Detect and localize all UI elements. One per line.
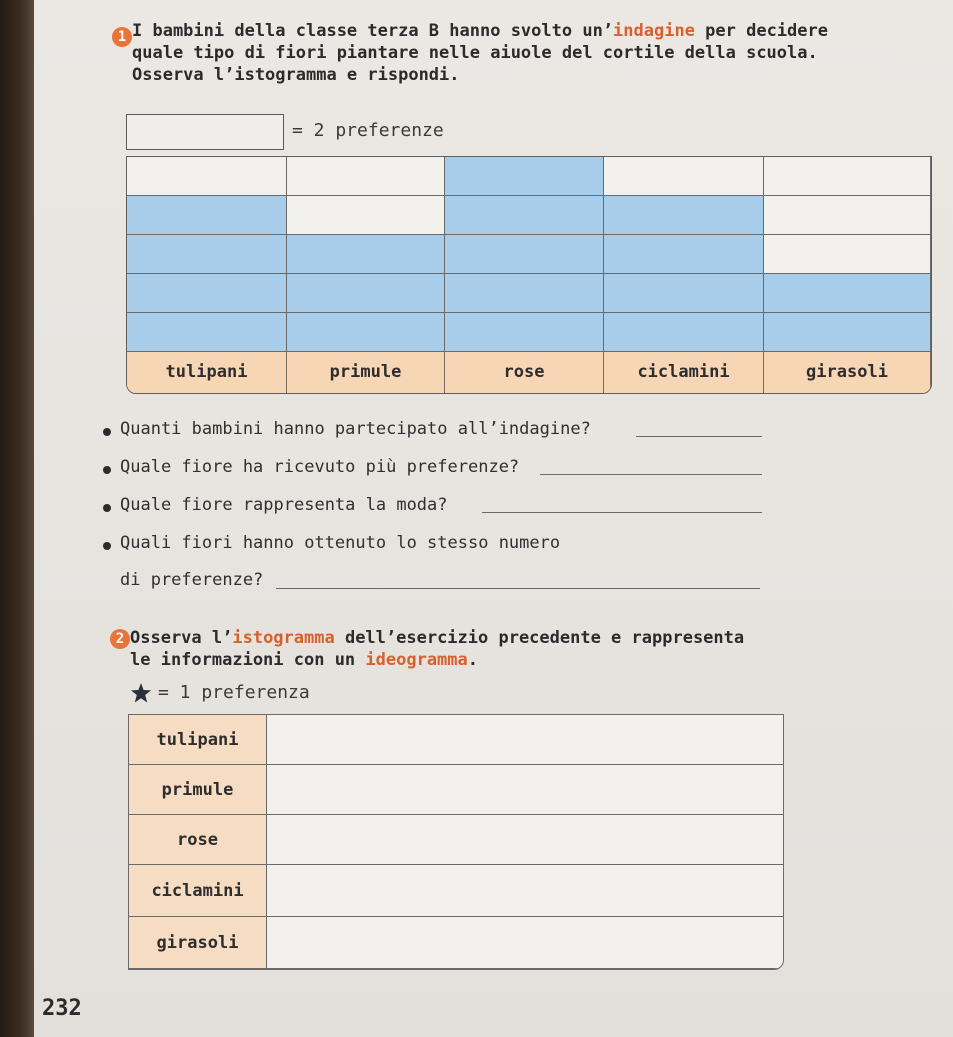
- category-label: tulipani: [127, 352, 287, 393]
- legend-square: [126, 114, 284, 150]
- bar-square-filled: [445, 157, 604, 196]
- exercise-1-text: I bambini della classe terza B hanno svolto un’indagine per decidere quale tipo di fiori piantare nelle aiuole del cortile della scuola. Osserva l’istogramma e rispondi.: [132, 21, 828, 85]
- bar-square-filled: [445, 274, 604, 313]
- book-binding: [0, 0, 34, 1037]
- bullet: [103, 504, 111, 512]
- bar-square-filled: [764, 274, 931, 313]
- answer-line-3[interactable]: [482, 512, 762, 513]
- question-4-cont: di preferenze?: [120, 570, 264, 590]
- bar-square-filled: [127, 196, 287, 235]
- ideogram-row-label: girasoli: [129, 917, 267, 969]
- answer-line-4[interactable]: [276, 588, 760, 589]
- star-icon: [130, 682, 152, 704]
- bar-square-filled: [604, 274, 764, 313]
- category-label: girasoli: [764, 352, 931, 393]
- question-1: Quanti bambini hanno partecipato all’indagine?: [120, 419, 591, 439]
- bullet: [103, 466, 111, 474]
- bar-square-filled: [287, 313, 445, 352]
- ideogram-row-cell[interactable]: [267, 765, 783, 815]
- question-3: Quale fiore rappresenta la moda?: [120, 495, 448, 515]
- category-label: rose: [445, 352, 604, 393]
- bar-square-filled: [287, 235, 445, 274]
- exercise-2-text: Osserva l’istogramma dell’esercizio precedente e rappresenta le informazioni con un ideogramma.: [130, 628, 745, 670]
- bar-square-empty: [604, 157, 764, 196]
- bar-square-empty: [764, 196, 931, 235]
- ideogram-row-cell[interactable]: [267, 865, 783, 917]
- bar-square-empty: [287, 157, 445, 196]
- bar-square-filled: [604, 313, 764, 352]
- legend-text: = 2 preferenze: [292, 120, 444, 141]
- question-2: Quale fiore ha ricevuto più preferenze?: [120, 457, 520, 477]
- bar-square-filled: [287, 274, 445, 313]
- exercise-1-number: 1: [112, 27, 132, 47]
- bar-square-filled: [445, 313, 604, 352]
- answer-line-2[interactable]: [540, 474, 762, 475]
- ideogram-row-label: tulipani: [129, 715, 267, 765]
- category-label: primule: [287, 352, 445, 393]
- answer-line-1[interactable]: [636, 436, 762, 437]
- bullet: [103, 542, 111, 550]
- bar-square-filled: [445, 235, 604, 274]
- bar-square-filled: [604, 235, 764, 274]
- category-row: [127, 352, 931, 393]
- bar-square-empty: [764, 235, 931, 274]
- ideogram-row-cell[interactable]: [267, 917, 783, 969]
- page-number: 232: [42, 996, 82, 1021]
- bar-square-filled: [764, 313, 931, 352]
- bar-square-filled: [127, 235, 287, 274]
- bar-square-empty: [764, 157, 931, 196]
- bar-square-filled: [127, 313, 287, 352]
- category-label: ciclamini: [604, 352, 764, 393]
- ideogram-row-cell[interactable]: [267, 715, 783, 765]
- ideogram-row-cell[interactable]: [267, 815, 783, 865]
- bar-square-empty: [127, 157, 287, 196]
- bar-square-filled: [604, 196, 764, 235]
- ideogram-row-label: ciclamini: [129, 865, 267, 917]
- ideogram-table: [128, 714, 784, 970]
- exercise-2-number: 2: [110, 629, 130, 649]
- bar-square-filled: [445, 196, 604, 235]
- histogram: [126, 156, 932, 394]
- ideogram-row-label: rose: [129, 815, 267, 865]
- bar-square-empty: [287, 196, 445, 235]
- ideogram-row-label: primule: [129, 765, 267, 815]
- question-4: Quali fiori hanno ottenuto lo stesso numero: [120, 533, 561, 553]
- bar-square-filled: [127, 274, 287, 313]
- bullet: [103, 428, 111, 436]
- legend-2-text: = 1 preferenza: [158, 682, 310, 703]
